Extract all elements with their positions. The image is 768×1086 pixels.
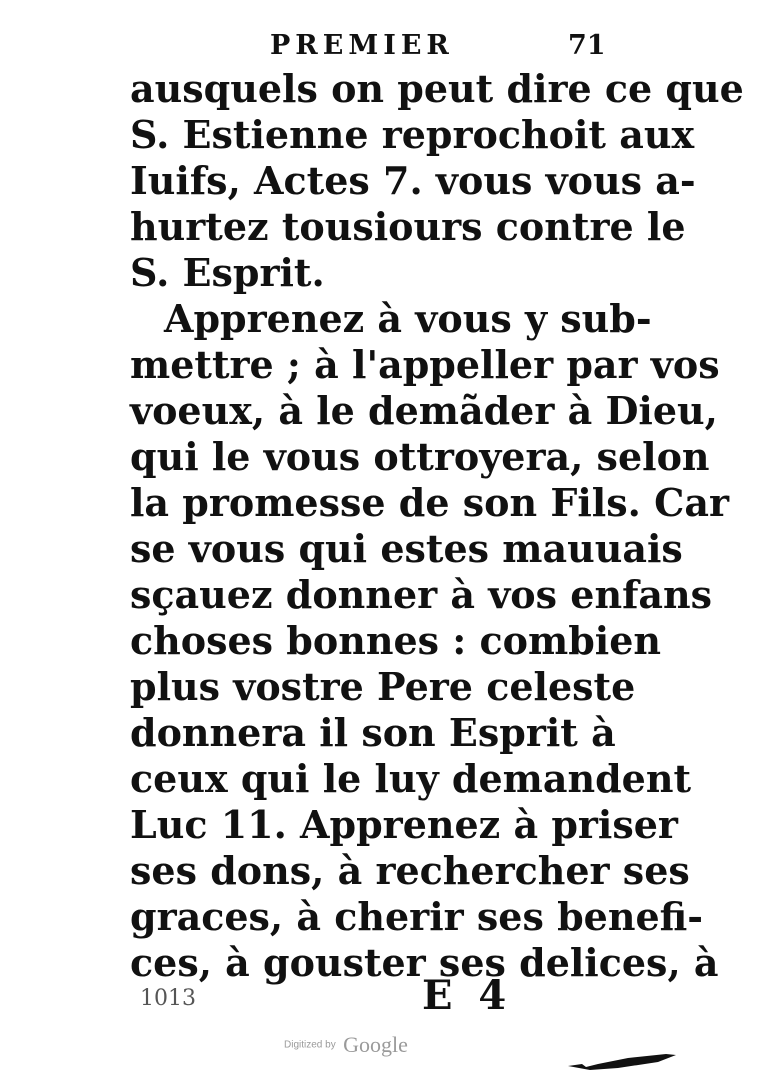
text-line: ces, à gouster ses delices, à [130, 940, 719, 985]
text-line: choses bonnes : combien [130, 618, 662, 663]
digitized-prefix: Digitized by [284, 1039, 336, 1051]
text-line: voeux, à le demãder à Dieu, [130, 388, 718, 433]
google-logo: Google [343, 1032, 408, 1057]
text-line: qui le vous ottroyera, selon [130, 434, 710, 479]
text-line: hurtez tousiours contre le [130, 204, 686, 249]
text-line: se vous qui estes mauuais [130, 526, 683, 571]
signature-mark: E 4 [422, 972, 513, 1019]
ink-smudge-icon [568, 1052, 678, 1072]
text-line: donnera il son Esprit à [130, 710, 616, 755]
text-line: ceux qui le luy demandent [130, 756, 692, 801]
text-line: ses dons, à rechercher ses [130, 848, 690, 893]
text-line: Luc 11. Apprenez à priser [130, 802, 678, 847]
text-line: Iuifs, Actes 7. vous vous a- [130, 158, 696, 203]
digitized-watermark [284, 1032, 408, 1058]
text-line: mettre ; à l'appeller par vos [130, 342, 720, 387]
page-number: 71 [568, 30, 606, 61]
text-line: Apprenez à vous y sub- [164, 296, 652, 341]
text-line: S. Esprit. [130, 250, 325, 295]
text-line: la promesse de son Fils. Car [130, 480, 729, 525]
text-line: graces, à cherir ses benefi- [130, 894, 704, 939]
running-head: PREMIER [270, 30, 454, 61]
text-line: plus vostre Pere celeste [130, 664, 636, 709]
text-line: S. Estienne reprochoit aux [130, 112, 695, 157]
body-text [130, 66, 744, 986]
text-line: sçauez donner à vos enfans [130, 572, 713, 617]
catchword: 1013 [140, 986, 196, 1011]
text-line: ausquels on peut dire ce que [130, 66, 744, 111]
